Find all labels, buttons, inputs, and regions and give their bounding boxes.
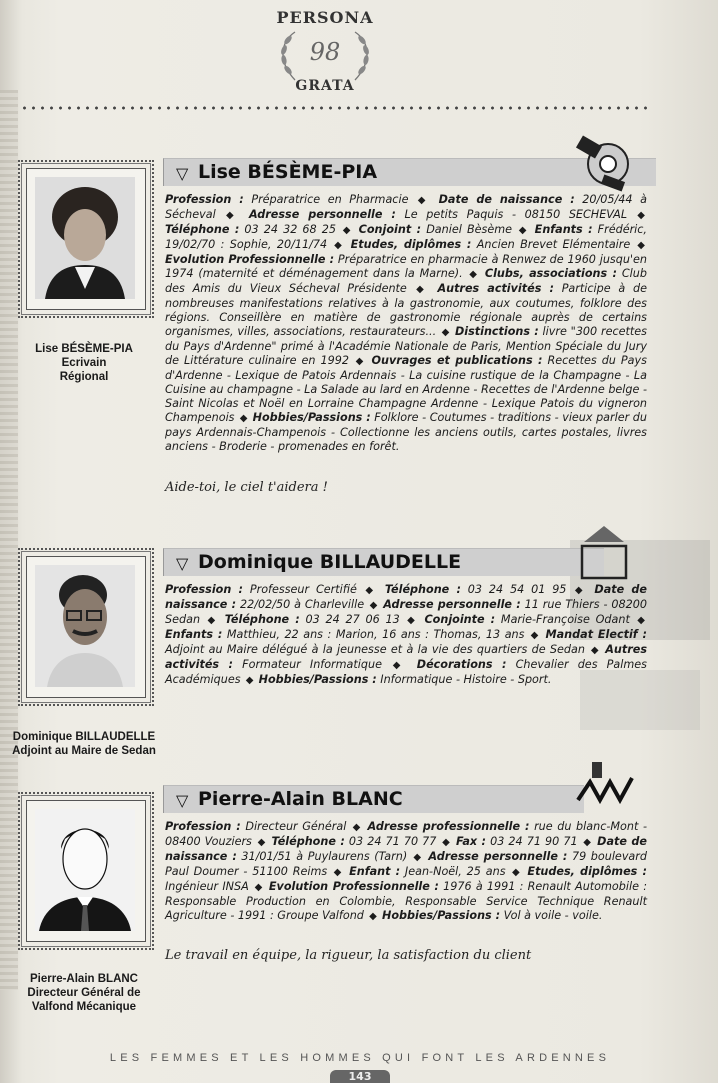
field-value: Professeur Certifié [243, 583, 357, 596]
diamond-separator-icon: ◆ [329, 867, 348, 878]
diamond-separator-icon: ◆ [250, 882, 267, 893]
personal-motto: Le travail en équipe, la rigueur, la satisfaction du client [165, 948, 532, 963]
field-label: Evolution Professionnelle : [268, 880, 439, 893]
field-label: Date de naissance : [165, 835, 647, 863]
caption-name: Lise BÉSÈME-PIA [35, 343, 133, 355]
bio-field [165, 193, 408, 206]
portrait-frame [26, 168, 146, 310]
field-value: Préparatrice en pharmacie à Renwez de 1960 jusqu'en 1974 (maternité et déménagement dans la Marne). [165, 253, 647, 280]
field-label: Adresse professionnelle : [367, 820, 530, 833]
field-value: Formateur Informatique [233, 658, 382, 671]
bio-field [259, 673, 552, 686]
film-reel-logo-icon [572, 132, 632, 192]
field-label: Conjoint : [358, 223, 422, 236]
field-label: Hobbies/Passions : [258, 673, 377, 686]
portrait-photo [35, 809, 135, 931]
diamond-separator-icon: ◆ [236, 413, 251, 424]
field-label: Téléphone : [271, 835, 345, 848]
field-label: Profession : [165, 820, 241, 833]
portrait-caption [10, 972, 158, 1014]
field-label: Ouvrages et publications : [371, 354, 543, 367]
diamond-separator-icon: ◆ [366, 600, 382, 611]
field-label: Autres activités : [437, 282, 554, 295]
diamond-separator-icon: ◆ [217, 210, 247, 221]
field-label: Téléphone : [165, 223, 240, 236]
biography-text [165, 820, 647, 924]
page-footer: LES FEMMES ET LES HOMMES QUI FONT LES ARDENNES [109, 1052, 611, 1064]
bio-field [165, 223, 336, 236]
diamond-separator-icon: ◆ [629, 210, 645, 221]
field-value: 11 rue Thiers - 08200 Sedan [165, 598, 647, 626]
book-spine-shadow [0, 90, 18, 990]
dotted-divider [20, 104, 650, 112]
diamond-separator-icon: ◆ [409, 852, 427, 863]
header-grata: GRATA [295, 78, 355, 94]
diamond-separator-icon: ◆ [568, 585, 593, 596]
field-value: 03 24 71 90 71 [486, 835, 578, 848]
header-persona: PERSONA [276, 8, 374, 27]
diamond-separator-icon: ◆ [337, 225, 357, 236]
diamond-separator-icon: ◆ [365, 911, 380, 922]
diamond-separator-icon: ◆ [242, 675, 257, 686]
field-value: livre "300 recettes du Pays d'Ardenne" primé à l'Académie Nationale de Paris, Mention Spéciale du Jury de Littérature culinaire en 1992 [165, 325, 647, 367]
field-label: Profession : [165, 193, 244, 206]
field-value: Adjoint au Maire délégué à la jeunesse et à la vie des quartiers de Sedan [165, 643, 585, 656]
field-label: Profession : [165, 583, 243, 596]
field-value: Informatique - Histoire - Sport. [376, 673, 552, 686]
field-label: Etudes, diplômes : [527, 865, 647, 878]
field-label: Adresse personnelle : [248, 208, 396, 221]
field-value: Daniel Bèsème [421, 223, 512, 236]
field-label: Hobbies/Passions : [381, 909, 501, 922]
portrait-frame [26, 800, 146, 942]
portrait-photo [35, 565, 135, 687]
personal-motto: Aide-toi, le ciel t'aidera ! [165, 480, 328, 495]
diamond-separator-icon: ◆ [514, 225, 533, 236]
diamond-separator-icon: ◆ [586, 645, 604, 656]
diamond-separator-icon: ◆ [526, 630, 544, 641]
bio-field [249, 208, 627, 221]
field-label: Adresse personnelle : [383, 598, 521, 611]
field-value: Jean-Noël, 25 ans [400, 865, 506, 878]
field-label: Mandat Electif : [545, 628, 648, 641]
diamond-separator-icon: ◆ [438, 327, 453, 338]
diamond-separator-icon: ◆ [410, 195, 437, 206]
field-label: Autres activités : [165, 643, 647, 671]
field-label: Clubs, associations : [484, 267, 617, 280]
diamond-separator-icon: ◆ [579, 837, 596, 848]
field-value: Ancien Brevet Elémentaire [471, 238, 631, 251]
field-label: Evolution Professionnelle : [165, 253, 335, 266]
field-label: Date de naissance : [438, 193, 575, 206]
portrait-caption [4, 730, 164, 758]
caption-title: Ecrivain [61, 357, 107, 369]
bio-field [349, 865, 505, 878]
caption-name: Pierre-Alain BLANC [30, 973, 138, 985]
field-value: Recettes du Pays d'Ardenne - Lexique de Patois Ardennais - La cuisine rustique de la Champagne - La Cuisine au champagne - La Salade au lard en Ardenne - Recettes de l'Ardenne belge - Saint Nicolas et Noël en Lorraine Champagne Ardenne - Lexique Patois du vigneron Champenois [165, 354, 647, 424]
caption-title: Valfond Mécanique [31, 1001, 137, 1013]
field-value: 79 boulevard Paul Doumer - 51100 Reims [165, 850, 647, 878]
edition-number: 98 [309, 38, 341, 66]
field-label: Enfants : [165, 628, 223, 641]
portrait-frame [26, 556, 146, 698]
field-label: Hobbies/Passions : [252, 411, 371, 424]
field-value: 1976 à 1991 : Renault Automobile : Responsable Production en Colombie, Responsable Service Technique Renault Agriculture - 1991 : Groupe Valfond [165, 880, 647, 922]
field-value: Marie-Françoise Odant [495, 613, 630, 626]
valfond-logo-icon [574, 760, 636, 810]
diamond-separator-icon: ◆ [438, 837, 454, 848]
bio-field [359, 223, 512, 236]
field-value: Préparatrice en Pharmacie [243, 193, 409, 206]
diamond-separator-icon: ◆ [631, 615, 645, 626]
caption-title: Régional [59, 371, 109, 383]
diamond-separator-icon: ◆ [401, 615, 423, 626]
field-value: Ingénieur INSA [165, 880, 249, 893]
diamond-separator-icon: ◆ [464, 269, 483, 280]
field-value: Matthieu, 22 ans : Marion, 16 ans : Thomas, 13 ans [222, 628, 525, 641]
bio-field [382, 909, 602, 922]
name-bar [163, 785, 584, 813]
bio-field [424, 613, 629, 626]
diamond-separator-icon: ◆ [329, 240, 349, 251]
field-value: Folklore - Coutumes - traditions - vieux parler du pays Ardennais-Champenois - Collectionne les anciens outils, cartes postales, livres anciens - Broderie - promenades en forêt. [165, 411, 647, 453]
field-label: Enfants : [534, 223, 593, 236]
field-value: 03 24 54 01 95 [460, 583, 567, 596]
field-value: Vol à voile - voile. [500, 909, 603, 922]
bio-field [165, 820, 346, 833]
field-label: Téléphone : [384, 583, 461, 596]
triangle-down-icon: ▽ [176, 791, 189, 810]
field-label: Téléphone : [224, 613, 300, 626]
bio-field [456, 835, 578, 848]
field-label: Distinctions : [455, 325, 539, 338]
biography-text [165, 193, 647, 454]
bio-field [225, 613, 400, 626]
caption-title: Adjoint au Maire de Sedan [12, 745, 156, 757]
bio-field [165, 583, 357, 596]
field-value: 03 24 71 70 77 [344, 835, 437, 848]
field-label: Décorations : [416, 658, 507, 671]
field-value: rue du blanc-Mont - 08400 Vouziers [165, 820, 647, 848]
bio-field [351, 238, 631, 251]
field-label: Date de naissance : [165, 583, 647, 611]
caption-name: Dominique BILLAUDELLE [12, 731, 156, 743]
caption-title: Directeur Général de [27, 987, 141, 999]
diamond-separator-icon: ◆ [384, 660, 415, 671]
field-value: Club des Amis du Vieux Sécheval Présidente [165, 267, 647, 295]
field-value: Chevalier des Palmes Académiques [165, 658, 647, 686]
diamond-separator-icon: ◆ [358, 585, 383, 596]
field-label: Etudes, diplômes : [350, 238, 472, 251]
page-number: 143 [330, 1070, 390, 1083]
triangle-down-icon: ▽ [176, 164, 189, 183]
diamond-separator-icon: ◆ [348, 822, 366, 833]
field-label: Fax : [455, 835, 486, 848]
field-value: Frédéric, 19/02/70 : Sophie, 20/11/74 [165, 223, 647, 251]
field-value: Participe à de nombreuses manifestations relatives à la gastronomie, aux coutumes, folklore des régions. Conseillère en matière de gastronomie régionale auprès de certains organismes, villes, associations, restaurateurs... [165, 282, 647, 338]
diamond-separator-icon: ◆ [632, 240, 645, 251]
field-label: Adresse personnelle : [428, 850, 568, 863]
person-name: Pierre-Alain BLANC [198, 788, 403, 810]
portrait-caption [14, 342, 154, 384]
field-value: Directeur Général [240, 820, 347, 833]
portrait-photo [35, 177, 135, 299]
bio-field [165, 628, 524, 641]
person-name: Dominique BILLAUDELLE [198, 551, 462, 573]
diamond-separator-icon: ◆ [351, 356, 370, 367]
diamond-separator-icon: ◆ [202, 615, 223, 626]
diamond-separator-icon: ◆ [408, 284, 436, 295]
field-value: 31/01/51 à Puylaurens (Tarn) [236, 850, 408, 863]
diamond-separator-icon: ◆ [507, 867, 526, 878]
diamond-separator-icon: ◆ [253, 837, 270, 848]
person-name: Lise BÉSÈME-PIA [198, 161, 378, 183]
field-label: Enfant : [349, 865, 401, 878]
field-value: 03 24 27 06 13 [299, 613, 400, 626]
field-label: Conjointe : [424, 613, 496, 626]
name-bar [163, 548, 604, 576]
field-value: 22/02/50 à Charleville [236, 598, 365, 611]
biography-text [165, 583, 647, 688]
field-value: 20/05/44 à Sécheval [165, 193, 647, 221]
bio-field [385, 583, 567, 596]
persona-grata-emblem [250, 2, 400, 98]
bio-field [272, 835, 437, 848]
field-value: 03 24 32 68 25 [239, 223, 336, 236]
triangle-down-icon: ▽ [176, 554, 189, 573]
field-value: Le petits Paquis - 08150 SECHEVAL [395, 208, 628, 221]
ballot-box-logo-icon [576, 522, 632, 584]
